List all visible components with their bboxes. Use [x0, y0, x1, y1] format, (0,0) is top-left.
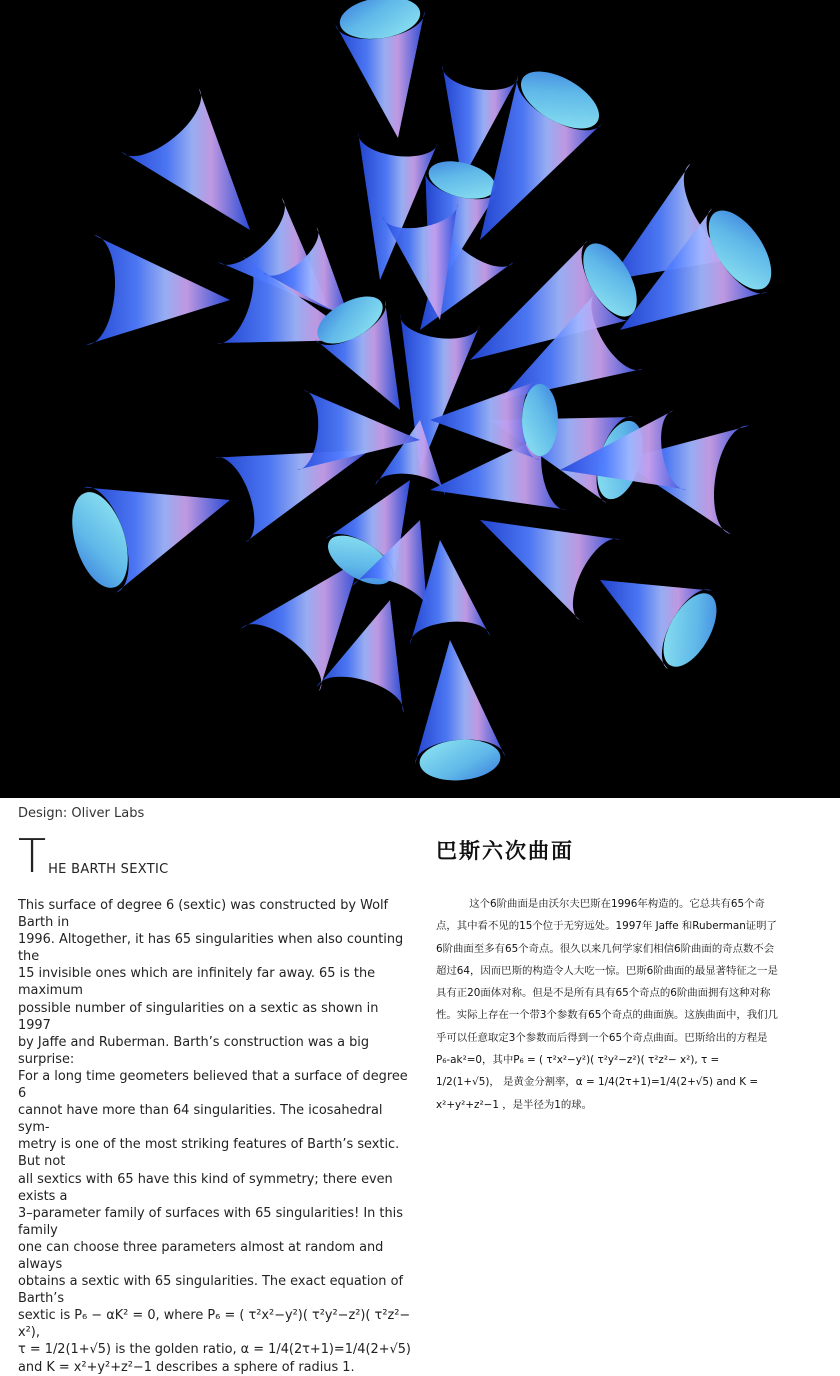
- body-line: and K = x²+y²+z²−1 describes a sphere of radius 1.: [18, 1359, 355, 1375]
- body-line: For a long time geometers believed that a surface of degree 6: [18, 1068, 408, 1102]
- body-line: 1996. Altogether, it has 65 singularities when also counting the: [18, 932, 404, 965]
- design-credit: Design: Oliver Labs: [18, 806, 145, 821]
- body-line: by Jaffe and Ruberman. Barth’s construction was a big surprise:: [18, 1034, 370, 1067]
- body-line: obtains a sextic with 65 singularities. The exact equation of Barth’s: [18, 1274, 404, 1307]
- body-line: 15 invisible ones which are infinitely far away. 65 is the maximum: [18, 966, 376, 999]
- english-body: [18, 897, 414, 1376]
- body-line: metry is one of the most striking features of Barth’s sextic. But not: [18, 1137, 400, 1170]
- body-line: all sextics with 65 have this kind of symmetry; there even exists a: [18, 1171, 393, 1204]
- chinese-title: 巴斯六次曲面: [436, 839, 574, 863]
- cone-opening: [522, 384, 558, 456]
- body-line: cannot have more than 64 singularities. The icosahedral sym-: [18, 1103, 383, 1136]
- cone-shape: [121, 88, 250, 230]
- drop-cap: T: [18, 829, 47, 883]
- english-title: [18, 829, 169, 883]
- chinese-body: [436, 893, 780, 1116]
- title-rest: HE BARTH SEXTIC: [48, 862, 169, 877]
- body-line: one can choose three parameters almost at random and always: [18, 1239, 384, 1272]
- chinese-paragraph: 这个6阶曲面是由沃尔夫巴斯在1996年构造的。它总共有65个奇点，其中看不见的15个位于无穷远处。1997年 Jaffe 和Ruberman证明了6阶曲面至多有65个奇点。很久以来几何学家们相信6阶曲面的奇点数不会超过64，因而巴斯的构造令人大吃一惊。巴斯6阶曲面的最显著特征之一是具有正20面体对称。但是不是所有具有65个奇点的6阶曲面拥有这种对称性。实际上存在一个带3个参数有65个奇点的曲面族。这族曲面中，我们几乎可以任意取定3个参数而后得到一个65个奇点曲面。巴斯给出的方程是P₆-ak²=0，其中P₆ = ( τ²x²−y²)( τ²y²−z²)( τ²z²− x²), τ = 1/2(1+√5)， 是黄金分割率，α = 1/4(2τ+1)=1/4(2+√5) and K = x²+y²+z²−1 ，是半径为1的球。: [436, 898, 778, 1111]
- body-line: 3–parameter family of surfaces with 65 singularities! In this family: [18, 1205, 403, 1238]
- cone-shape: [86, 235, 230, 345]
- body-line: possible number of singularities on a sextic as shown in 1997: [18, 1000, 379, 1033]
- body-line: sextic is P₆ − αK² = 0, where P₆ = ( τ²x²−y²)( τ²y²−z²)( τ²z²− x²),: [18, 1308, 411, 1341]
- body-line: This surface of degree 6 (sextic) was constructed by Wolf Barth in: [18, 898, 389, 931]
- cone-shape: [480, 520, 620, 620]
- body-line: τ = 1/2(1+√5) is the golden ratio, α = 1/4(2τ+1)=1/4(2+√5): [18, 1342, 411, 1358]
